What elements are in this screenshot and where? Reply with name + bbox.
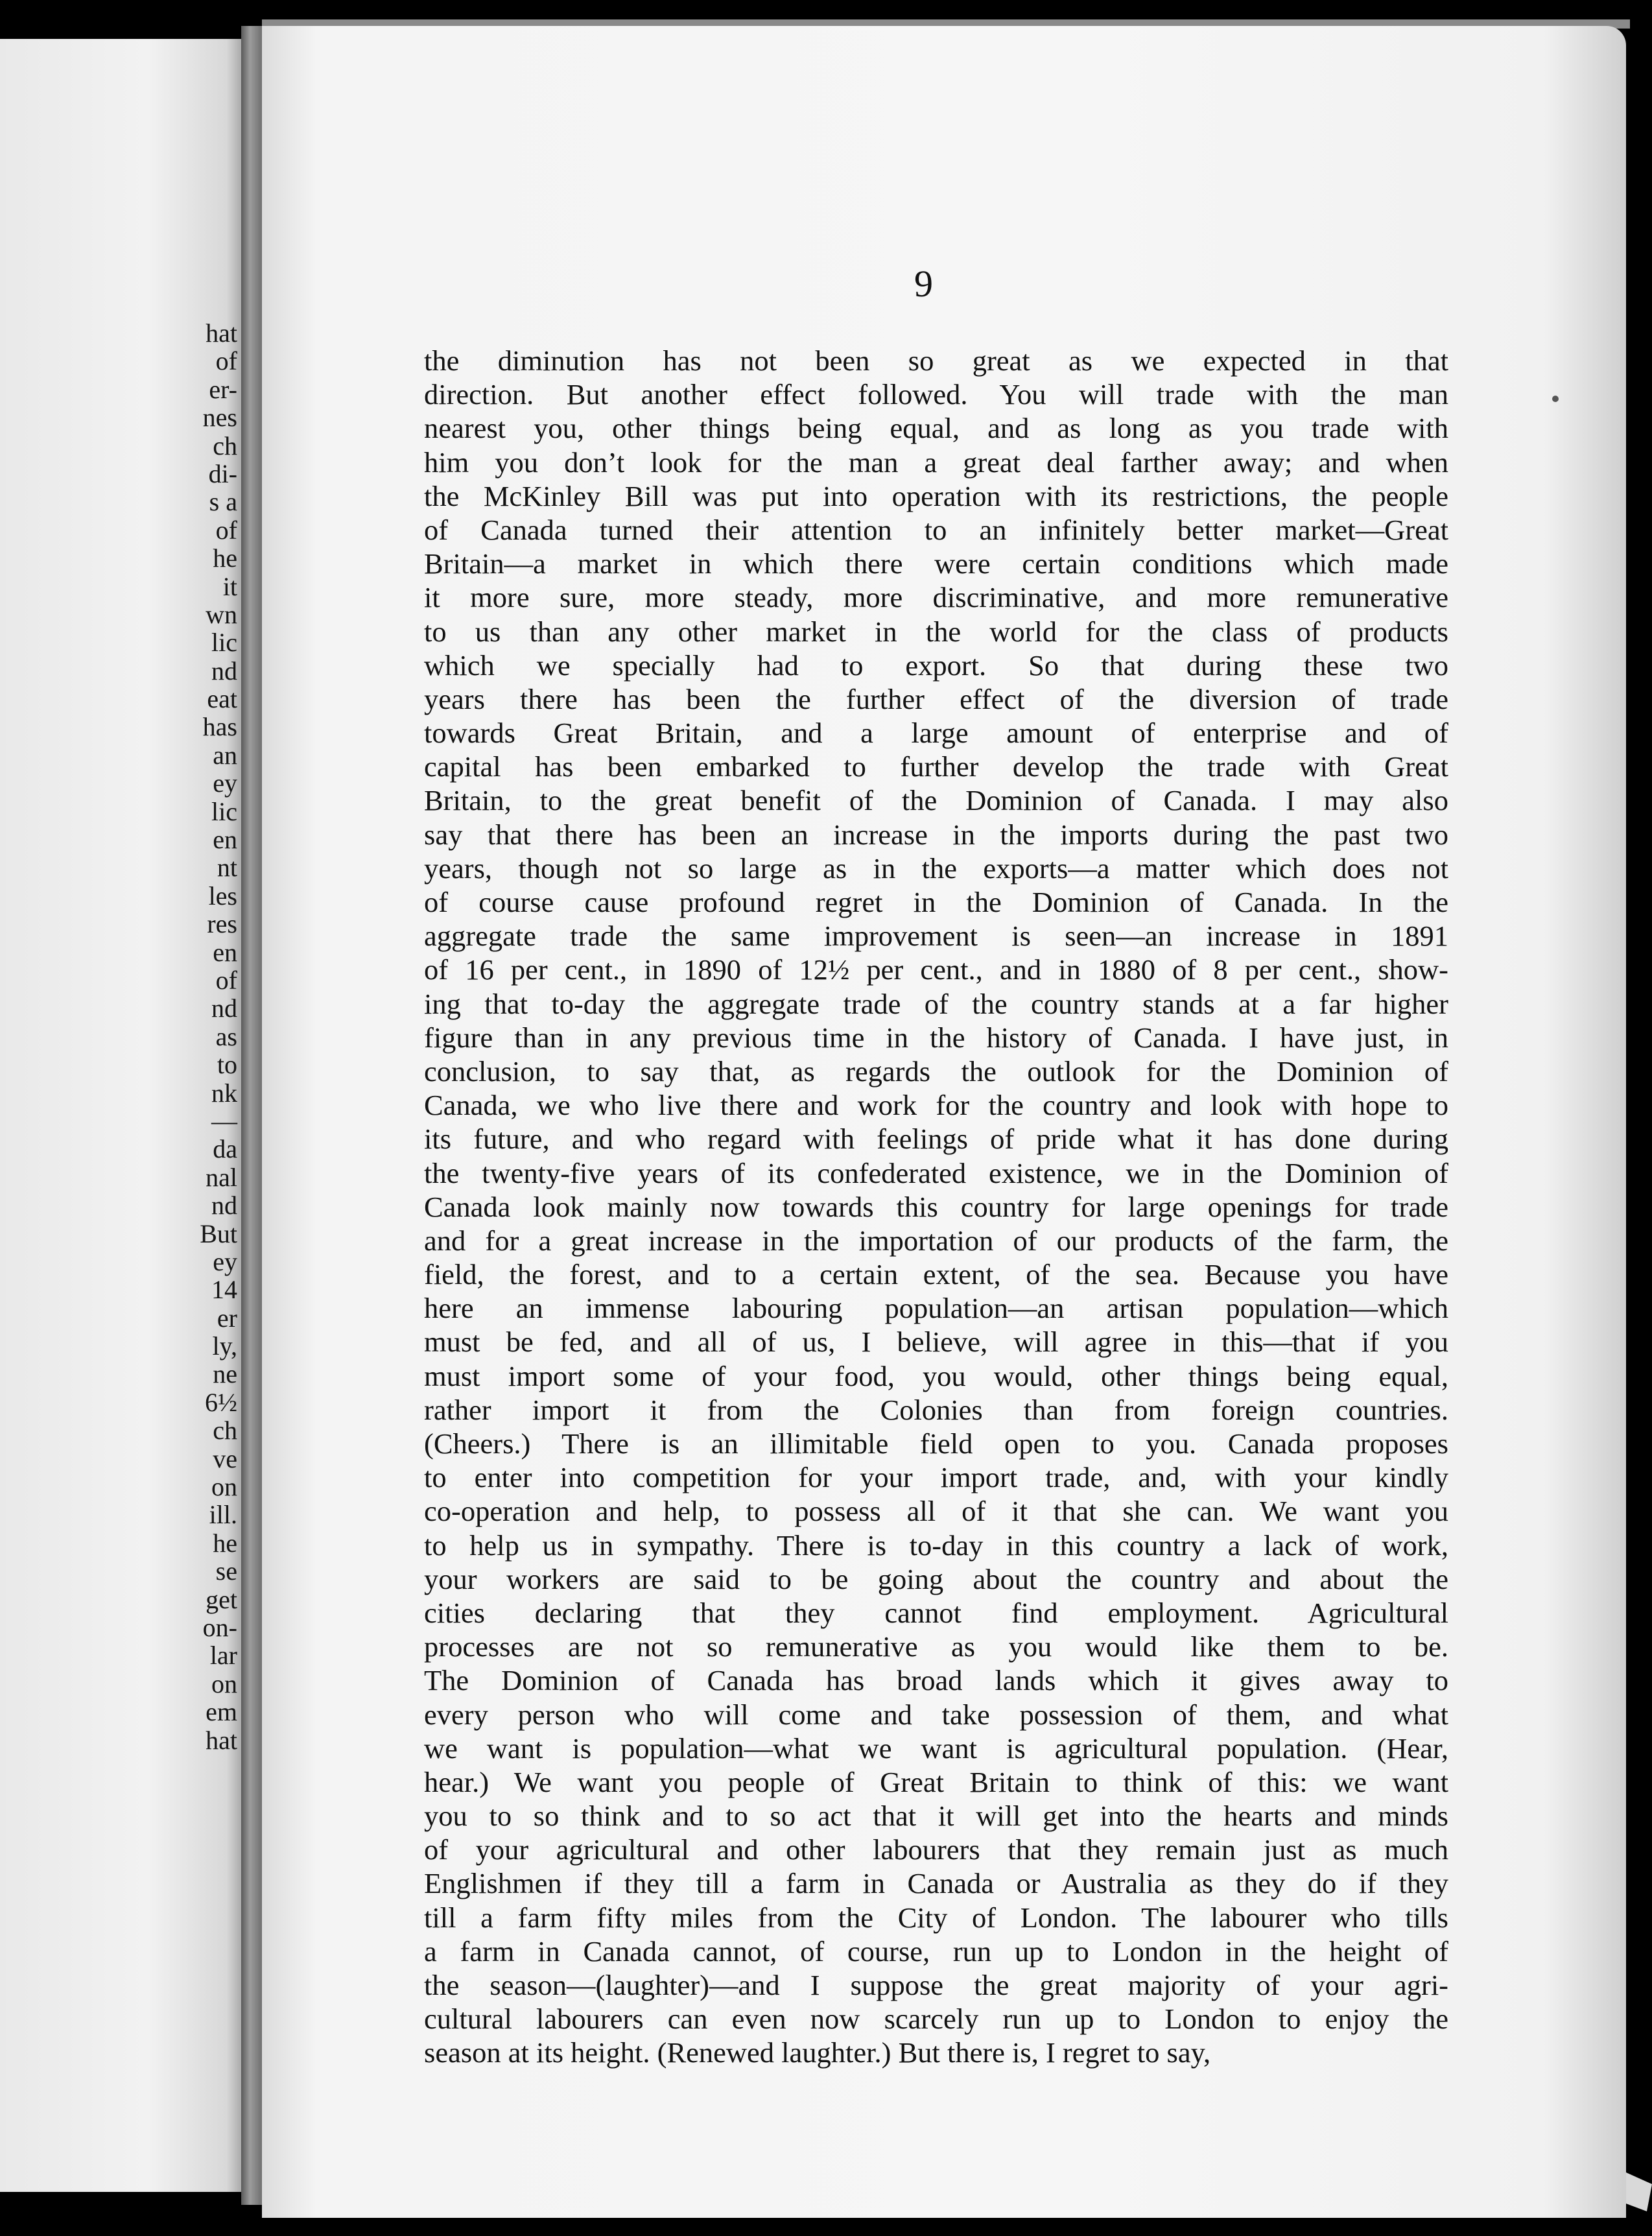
text-line: Canada, we who live there and work for the country and look with hope to <box>424 1089 1448 1122</box>
left-page-fragment: res <box>207 909 237 939</box>
left-page-fragment: it <box>222 571 237 601</box>
text-line: capital has been embarked to further develop the trade with Great <box>424 750 1448 783</box>
left-page-fragment: er- <box>209 374 237 404</box>
left-page-fragment: er <box>217 1303 237 1333</box>
text-line: which we specially had to export. So that during these two <box>424 648 1448 682</box>
text-line: season at its height. (Renewed laughter.) But there is, I regret to say, <box>424 2036 1211 2069</box>
text-line: the diminution has not been so great as we expected in that <box>424 344 1448 377</box>
text-line: to help us in sympathy. There is to-day in this country a lack of work, <box>424 1528 1448 1562</box>
left-page-fragment: of <box>215 515 237 545</box>
text-line: The Dominion of Canada has broad lands which it gives away to <box>424 1664 1448 1697</box>
text-line: direction. But another effect followed. You will trade with the man <box>424 378 1448 411</box>
left-page-fragment: da <box>213 1134 237 1164</box>
text-line: Britain, to the great benefit of the Dominion of Canada. I may also <box>424 784 1448 817</box>
left-facing-page <box>0 39 246 2192</box>
left-page-fragment: has <box>202 712 237 742</box>
left-page-fragment: ill. <box>209 1500 237 1530</box>
left-page-fragment: on <box>211 1669 237 1698</box>
text-line: of your agricultural and other labourers that they remain just as much <box>424 1833 1448 1866</box>
text-line: every person who will come and take possession of them, and what <box>424 1698 1448 1731</box>
text-line: rather import it from the Colonies than from foreign countries. <box>424 1393 1448 1426</box>
left-page-fragment: get <box>206 1584 237 1614</box>
left-page-fragment: ch <box>213 431 237 460</box>
text-line: nearest you, other things being equal, and as long as you trade with <box>424 412 1448 445</box>
left-page-fragment: on <box>211 1472 237 1502</box>
left-page-fragment: ve <box>213 1444 237 1473</box>
text-line: of Canada turned their attention to an infinitely better market—Great <box>424 513 1448 546</box>
left-page-fragment: — <box>211 1106 237 1136</box>
text-line: the twenty-five years of its confederated existence, we in the Dominion of <box>424 1156 1448 1189</box>
text-line: must import some of your food, you would, other things being equal, <box>424 1359 1448 1392</box>
left-page-fragment: hat <box>206 318 237 348</box>
text-line: hear.) We want you people of Great Britain to think of this: we want <box>424 1765 1448 1798</box>
text-line: co-operation and help, to possess all of it that she can. We want you <box>424 1495 1448 1528</box>
left-page-fragment: nd <box>211 1191 237 1220</box>
left-page-fragment: em <box>206 1697 237 1727</box>
text-line: to us than any other market in the world for the class of products <box>424 615 1448 648</box>
text-line: conclusion, to say that, as regards the outlook for the Dominion of <box>424 1054 1448 1088</box>
left-page-fragment: nd <box>211 656 237 685</box>
left-page-fragment: eat <box>207 684 237 714</box>
left-page-fragment: nk <box>211 1078 237 1108</box>
page-number: 9 <box>914 263 933 305</box>
left-page-text-fragments <box>179 319 237 1754</box>
text-line: and for a great increase in the importation of our products of the farm, the <box>424 1224 1448 1257</box>
text-line: a farm in Canada cannot, of course, run up to London in the height of <box>424 1934 1448 1968</box>
text-line: towards Great Britain, and a large amount of enterprise and of <box>424 717 1448 750</box>
text-line: of course cause profound regret in the Dominion of Canada. In the <box>424 886 1448 918</box>
text-line: of 16 per cent., in 1890 of 12½ per cent., and in 1880 of 8 per cent., show- <box>424 953 1448 986</box>
left-page-fragment: ly, <box>212 1331 237 1361</box>
left-page-fragment: di- <box>208 458 237 488</box>
left-page-fragment: nal <box>206 1162 237 1192</box>
left-page-fragment: lic <box>211 628 237 658</box>
left-page-fragment: ch <box>213 1416 237 1445</box>
book-spine <box>241 26 263 2205</box>
left-page-fragment: lic <box>211 796 237 826</box>
text-line: Britain—a market in which there were certain conditions which made <box>424 547 1448 580</box>
text-line: him you don’t look for the man a great deal farther away; and when <box>424 446 1448 479</box>
text-line: years there has been the further effect of the diversion of trade <box>424 682 1448 715</box>
left-page-fragment: se <box>215 1556 237 1586</box>
body-text <box>424 344 1448 2070</box>
left-page-fragment: an <box>213 740 237 770</box>
left-page-fragment: ey <box>213 1246 237 1276</box>
left-page-fragment: But <box>200 1219 237 1248</box>
left-page-fragment: ey <box>213 768 237 798</box>
text-line: to enter into competition for your import trade, and, with your kindly <box>424 1461 1448 1494</box>
text-line: Englishmen if they till a farm in Canada or Australia as they do if they <box>424 1867 1448 1900</box>
left-page-fragment: lar <box>209 1641 237 1671</box>
text-line: say that there has been an increase in the imports during the past two <box>424 818 1448 851</box>
text-line: it more sure, more steady, more discriminative, and more remunerative <box>424 581 1448 614</box>
left-page-fragment: en <box>213 937 237 967</box>
left-page-fragment: 14 <box>211 1275 237 1305</box>
ink-speck <box>1552 396 1559 402</box>
text-line: your workers are said to be going about the country and about the <box>424 1562 1448 1595</box>
text-line: we want is population—what we want is agricultural population. (Hear, <box>424 1731 1448 1765</box>
text-line: till a farm fifty miles from the City of London. The labourer who tills <box>424 1901 1448 1934</box>
text-line: the McKinley Bill was put into operation with its restrictions, the people <box>424 479 1448 512</box>
text-line: must be fed, and all of us, I believe, will agree in this—that if you <box>424 1326 1448 1359</box>
left-page-fragment: en <box>213 825 237 855</box>
text-line: processes are not so remunerative as you would like them to be. <box>424 1630 1448 1663</box>
text-line: cities declaring that they cannot find employment. Agricultural <box>424 1596 1448 1629</box>
text-line: figure than in any previous time in the history of Canada. I have just, in <box>424 1021 1448 1054</box>
text-line: (Cheers.) There is an illimitable field open to you. Canada proposes <box>424 1427 1448 1460</box>
text-line: cultural labourers can even now scarcely run up to London to enjoy the <box>424 2003 1448 2036</box>
left-page-fragment: nt <box>217 853 237 883</box>
text-line: aggregate trade the same improvement is seen—an increase in 1891 <box>424 920 1448 953</box>
left-page-fragment: on- <box>202 1612 237 1642</box>
left-page-fragment: of <box>215 346 237 376</box>
left-page-fragment: s a <box>209 487 237 517</box>
text-line: you to so think and to so act that it will get into the hearts and minds <box>424 1800 1448 1833</box>
text-line: Canada look mainly now towards this country for large openings for trade <box>424 1190 1448 1223</box>
left-page-fragment: 6½ <box>205 1387 237 1417</box>
text-line: field, the forest, and to a certain extent, of the sea. Because you have <box>424 1258 1448 1291</box>
left-page-fragment: ne <box>213 1359 237 1389</box>
left-page-fragment: les <box>208 881 237 910</box>
left-page-fragment: he <box>213 1528 237 1558</box>
left-page-fragment: hat <box>206 1725 237 1755</box>
left-page-fragment: of <box>215 965 237 995</box>
text-line: the season—(laughter)—and I suppose the great majority of your agri- <box>424 1969 1448 2001</box>
text-line: its future, and who regard with feelings of pride what it has done during <box>424 1123 1448 1156</box>
left-page-fragment: nd <box>211 993 237 1023</box>
left-page-fragment: he <box>213 543 237 573</box>
left-page-fragment: to <box>217 1050 237 1080</box>
left-page-fragment: nes <box>202 403 237 433</box>
text-line: here an immense labouring population—an artisan population—which <box>424 1292 1448 1325</box>
text-line: ing that to-day the aggregate trade of the country stands at a far higher <box>424 987 1448 1020</box>
left-page-fragment: wn <box>206 599 237 629</box>
text-line: years, though not so large as in the exports—a matter which does not <box>424 851 1448 885</box>
page-corner-fold <box>1626 2172 1652 2211</box>
left-page-fragment: as <box>215 1021 237 1051</box>
